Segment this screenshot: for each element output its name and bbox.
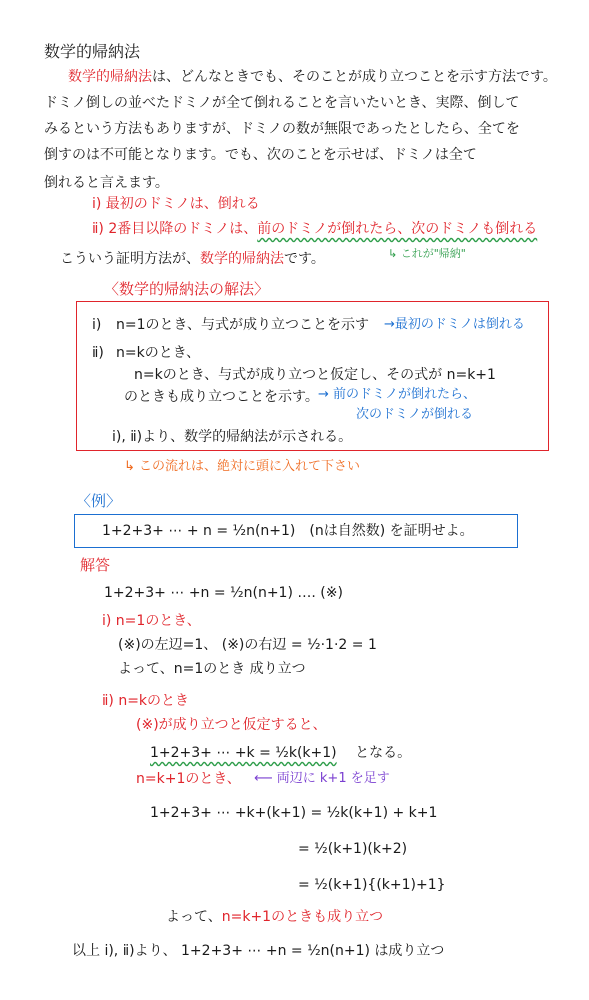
intro-line-2: ドミノ倒しの並べたドミノが全て倒れることを言いたいとき、実際、倒して: [44, 95, 520, 111]
page-title: 数学的帰納法: [44, 42, 141, 61]
method-ii-text: n=kのとき、: [116, 345, 201, 361]
step-2-highlight: 前のドミノが倒れたら、次のドミノも倒れる: [257, 221, 538, 237]
step-2: [92, 222, 537, 236]
final-conclusion: 以上 ⅰ), ⅱ)より、 1+2+3+ ⋯ +n = ½n(n+1) は成り立つ: [72, 943, 445, 959]
case-2-next: n=k+1のとき、: [136, 771, 241, 787]
method-i-text: n=1のとき、与式が成り立つことを示す: [116, 317, 369, 333]
case-2-eq-1-expr: 1+2+3+ ⋯ +k = ½k(k+1): [150, 745, 337, 761]
method-ii-line-3: のときも成り立つことを示す。: [124, 389, 319, 405]
intro-line-1: [68, 70, 557, 84]
case-2-eq-1-tail: となる。: [355, 745, 412, 761]
case-2-eq-3: = ½(k+1)(k+2): [298, 841, 408, 857]
case-2-conclusion-a: よって、: [166, 909, 222, 925]
example-problem: 1+2+3+ ⋯ + n = ½n(n+1) (nは自然数) を証明せよ。: [102, 523, 474, 539]
case-2-conclusion: [166, 910, 383, 924]
intro-line-1-text: は、どんなときでも、そのことが成り立つことを示す方法です。: [152, 69, 557, 85]
method-heading: 〈数学的帰納法の解法〉: [104, 280, 270, 298]
example-heading: 〈例〉: [76, 492, 122, 510]
case-2-eq-4: = ½(k+1){(k+1)+1}: [298, 877, 446, 893]
summary-term: 数学的帰納法: [200, 251, 284, 267]
method-ii-line-2: n=kのとき、与式が成り立つと仮定し、その式が n=k+1: [134, 367, 496, 383]
intro-line-5: 倒れると言えます。: [44, 175, 169, 191]
intro-term: 数学的帰納法: [68, 69, 152, 85]
method-conclusion: ⅰ), ⅱ)より、数学的帰納法が示される。: [112, 429, 353, 445]
intro-line-3: みるという方法もありますが、ドミノの数が無限であったとしたら、全てを: [44, 121, 520, 137]
case-2-note: ⟵ 両辺に k+1 を足す: [254, 771, 390, 786]
case-1-conclusion: よって、n=1のとき 成り立つ: [118, 661, 306, 677]
case-2-eq-2: 1+2+3+ ⋯ +k+(k+1) = ½k(k+1) + k+1: [150, 805, 438, 821]
case-1-line: (※)の左辺=1、 (※)の右辺 = ½·1·2 = 1: [118, 637, 377, 653]
method-ii-note-1: → 前のドミノが倒れたら、: [318, 387, 477, 402]
method-i-note: →最初のドミノは倒れる: [384, 317, 525, 332]
case-1-heading: ⅰ) n=1のとき、: [102, 613, 201, 629]
step-1: ⅰ) 最初のドミノは、倒れる: [92, 196, 260, 212]
kinou-note: ↳ これが"帰納": [388, 247, 466, 260]
case-2-eq-1: [150, 746, 411, 760]
intro-line-4: 倒すのは不可能となります。でも、次のことを示せば、ドミノは全て: [44, 147, 477, 163]
method-remember-note: ↳ この流れは、絶対に頭に入れて下さい: [124, 459, 361, 474]
case-2-conclusion-b: n=k+1のときも成り立つ: [221, 909, 384, 925]
summary-text-b: です。: [284, 251, 325, 267]
solution-eq-star: 1+2+3+ ⋯ +n = ½n(n+1) …. (※): [104, 585, 343, 601]
method-ii-note-2: 次のドミノが倒れる: [356, 407, 474, 422]
step-2-text: ⅱ) 2番目以降のドミノは、: [92, 221, 258, 237]
summary-text-a: こういう証明方法が、: [60, 251, 200, 267]
method-i-label: ⅰ): [92, 317, 102, 333]
solution-heading: 解答: [80, 556, 111, 574]
case-2-heading: ⅱ) n=kのとき: [102, 693, 190, 709]
steps-summary: [60, 252, 325, 266]
method-ii-label: ⅱ): [92, 345, 104, 361]
case-2-assume: (※)が成り立つと仮定すると、: [136, 717, 327, 733]
